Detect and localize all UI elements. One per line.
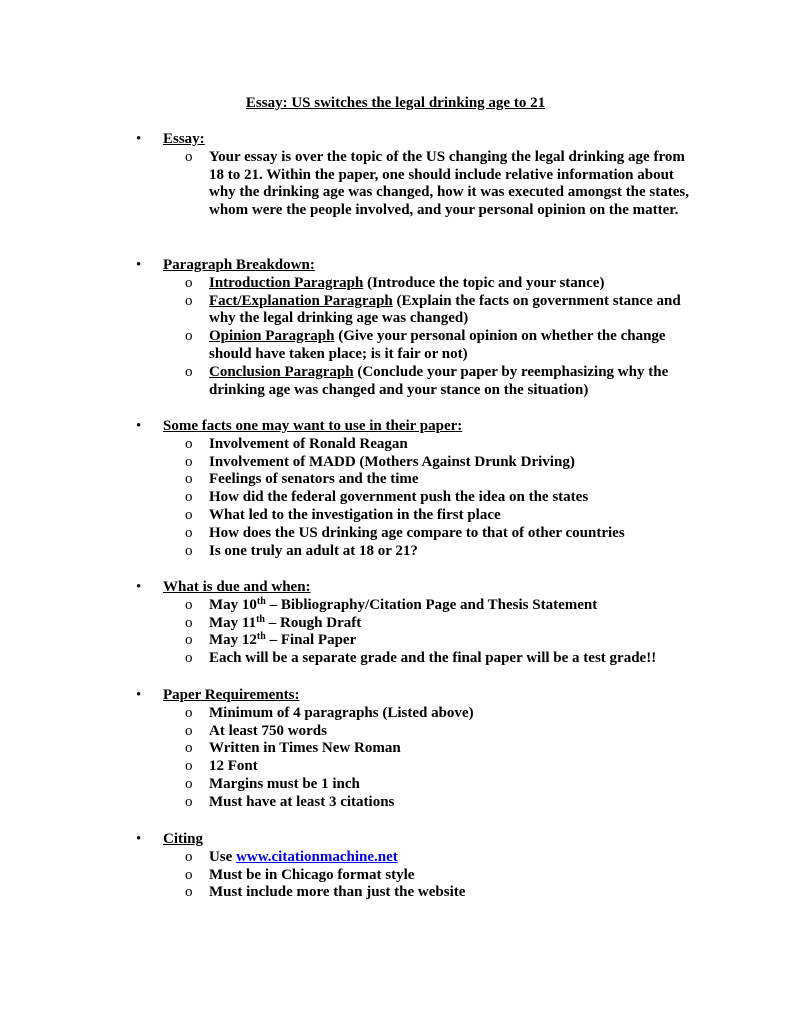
opinion-paragraph-label: Opinion Paragraph <box>209 328 335 345</box>
circle-bullet-icon: o <box>185 848 193 865</box>
fact-item: Is one truly an adult at 18 or 21? <box>209 542 418 559</box>
breakdown-heading: Paragraph Breakdown: <box>163 257 315 273</box>
list-item <box>136 794 696 812</box>
section-essay <box>136 131 696 220</box>
list-item <box>136 705 696 723</box>
list-item <box>136 867 696 885</box>
fact-paragraph-label: Fact/Explanation Paragraph <box>209 292 393 309</box>
circle-bullet-icon: o <box>185 328 193 345</box>
circle-bullet-icon: o <box>185 489 193 506</box>
list-item <box>136 471 696 489</box>
section-heading <box>136 687 696 705</box>
date-suffix: th <box>256 631 266 643</box>
essay-description: Your essay is over the topic of the US changing the legal drinking age from 18 to 21. Within the paper, one should include relative information about why the drinking age was changed, how it was executed amongst the states, whom were the people involved, and your personal opinion on the matter. <box>209 148 690 219</box>
fact-item: How does the US drinking age compare to that of other countries <box>209 524 625 541</box>
conclusion-paragraph-desc: (Conclude your paper by reemphasizing why the drinking age was changed and your stance on the situation) <box>209 363 669 398</box>
conclusion-paragraph-label: Conclusion Paragraph <box>209 363 354 380</box>
list-item <box>136 723 696 741</box>
list-item <box>136 293 696 329</box>
section-citing <box>136 831 696 902</box>
citing-prefix: Use <box>209 848 237 865</box>
circle-bullet-icon: o <box>185 632 193 649</box>
list-item <box>136 597 696 615</box>
circle-bullet-icon: o <box>185 471 193 488</box>
due-description: – Final Paper <box>265 632 357 649</box>
section-heading <box>136 418 696 436</box>
fact-item: Involvement of Ronald Reagan <box>209 435 408 452</box>
section-facts <box>136 418 696 560</box>
list-item <box>136 507 696 525</box>
section-due-dates <box>136 579 696 668</box>
list-item <box>136 149 696 220</box>
requirement-item: At least 750 words <box>209 722 327 739</box>
fact-paragraph-desc: (Explain the facts on government stance and why the legal drinking age was changed) <box>209 292 681 327</box>
introduction-paragraph-label: Introduction Paragraph <box>209 274 364 291</box>
circle-bullet-icon: o <box>185 775 193 792</box>
citing-item: Must be in Chicago format style <box>209 866 415 883</box>
list-item <box>136 758 696 776</box>
due-description: – Bibliography/Citation Page and Thesis Statement <box>265 596 598 613</box>
requirement-item: Must have at least 3 citations <box>209 793 395 810</box>
bullet-icon: • <box>136 257 142 273</box>
essay-heading: Essay: <box>163 131 205 147</box>
list-item <box>136 776 696 794</box>
fact-item: Feelings of senators and the time <box>209 471 419 488</box>
facts-heading: Some facts one may want to use in their paper: <box>163 418 463 434</box>
due-date: May 12 <box>209 632 257 649</box>
section-heading <box>136 579 696 597</box>
document-title: Essay: US switches the legal drinking age to 21 <box>245 95 546 111</box>
circle-bullet-icon: o <box>185 435 193 452</box>
circle-bullet-icon: o <box>185 596 193 613</box>
list-item <box>136 884 696 902</box>
citing-item: Must include more than just the website <box>209 884 466 901</box>
bullet-icon: • <box>136 831 142 847</box>
requirement-item: Margins must be 1 inch <box>209 775 360 792</box>
bullet-icon: • <box>136 579 142 595</box>
date-suffix: th <box>256 613 265 625</box>
circle-bullet-icon: o <box>185 524 193 541</box>
list-item <box>136 525 696 543</box>
list-item <box>136 543 696 561</box>
circle-bullet-icon: o <box>185 866 193 883</box>
fact-item: Involvement of MADD (Mothers Against Drunk Driving) <box>209 453 575 470</box>
list-item <box>136 615 696 633</box>
due-heading: What is due and when: <box>163 579 311 595</box>
due-date: May 10 <box>209 596 257 613</box>
circle-bullet-icon: o <box>185 148 193 165</box>
list-item <box>136 849 696 867</box>
list-item <box>136 740 696 758</box>
list-item <box>136 650 696 668</box>
fact-item: What led to the investigation in the first place <box>209 506 501 523</box>
citation-machine-link[interactable]: www.citationmachine.net <box>236 848 398 865</box>
fact-item: How did the federal government push the idea on the states <box>209 489 589 506</box>
circle-bullet-icon: o <box>185 614 193 631</box>
section-heading <box>136 257 696 275</box>
opinion-paragraph-desc: (Give your personal opinion on whether the change should have taken place; is it fair or not) <box>209 328 666 362</box>
citing-heading: Citing <box>163 831 204 847</box>
list-item <box>136 454 696 472</box>
list-item <box>136 436 696 454</box>
section-paragraph-breakdown <box>136 257 696 399</box>
list-item <box>136 328 696 364</box>
section-heading <box>136 131 696 149</box>
circle-bullet-icon: o <box>185 650 193 667</box>
introduction-paragraph-desc: (Introduce the topic and your stance) <box>363 274 605 291</box>
bullet-icon: • <box>136 687 142 703</box>
circle-bullet-icon: o <box>185 506 193 523</box>
list-item <box>136 275 696 293</box>
circle-bullet-icon: o <box>185 740 193 757</box>
circle-bullet-icon: o <box>185 363 193 380</box>
due-description: – Rough Draft <box>265 614 362 631</box>
circle-bullet-icon: o <box>185 758 193 775</box>
circle-bullet-icon: o <box>185 274 193 291</box>
requirement-item: Minimum of 4 paragraphs (Listed above) <box>209 704 474 721</box>
circle-bullet-icon: o <box>185 884 193 901</box>
requirement-item: 12 Font <box>209 758 258 775</box>
bullet-icon: • <box>136 131 142 147</box>
circle-bullet-icon: o <box>185 704 193 721</box>
circle-bullet-icon: o <box>185 722 193 739</box>
section-heading <box>136 831 696 849</box>
list-item <box>136 364 696 400</box>
bullet-icon: • <box>136 418 142 434</box>
requirements-heading: Paper Requirements: <box>163 687 300 703</box>
circle-bullet-icon: o <box>185 542 193 559</box>
date-suffix: th <box>256 595 266 607</box>
circle-bullet-icon: o <box>185 453 193 470</box>
due-note: Each will be a separate grade and the final paper will be a test grade!! <box>209 650 657 667</box>
due-date: May 11 <box>209 614 257 631</box>
circle-bullet-icon: o <box>185 793 193 810</box>
requirement-item: Written in Times New Roman <box>209 740 401 757</box>
list-item <box>136 489 696 507</box>
section-paper-requirements <box>136 687 696 812</box>
circle-bullet-icon: o <box>185 292 193 309</box>
list-item <box>136 632 696 650</box>
